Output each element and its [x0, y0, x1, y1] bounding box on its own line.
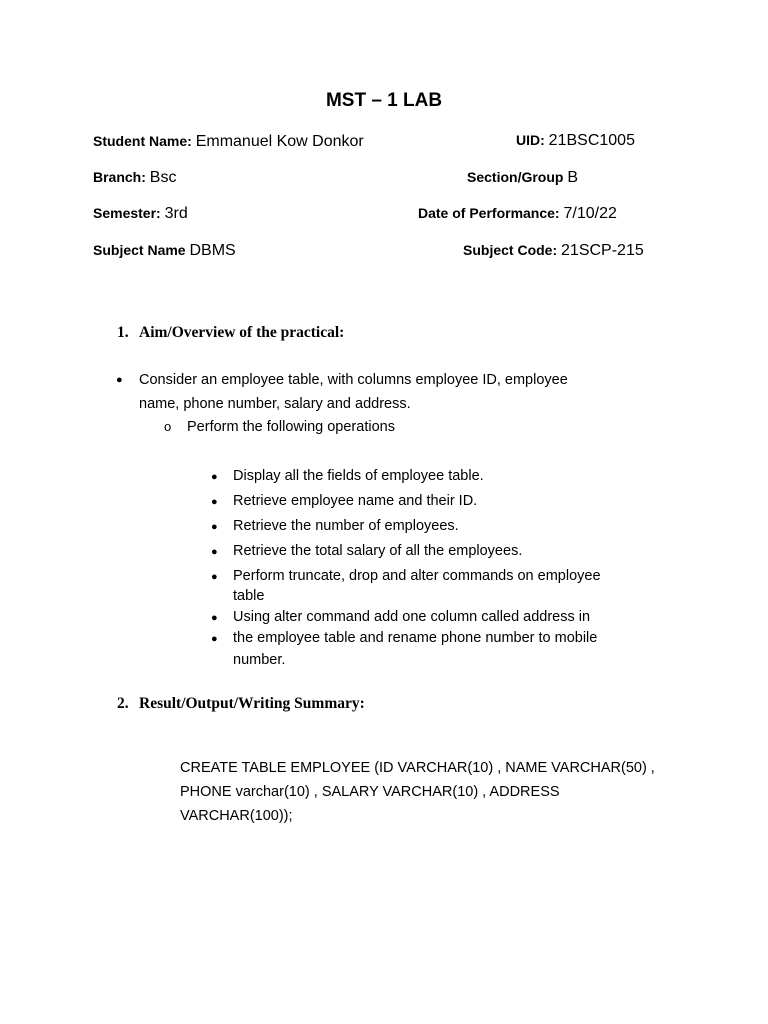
subject-code-value: 21SCP-215 — [561, 242, 644, 259]
aim-number: 1. — [117, 324, 129, 341]
operation-item: Retrieve the total salary of all the employees. — [233, 543, 523, 559]
result-number: 2. — [117, 695, 129, 712]
aim-bullet-line-2: name, phone number, salary and address. — [139, 396, 411, 412]
subject-name-value: DBMS — [189, 242, 236, 259]
sql-code-line: PHONE varchar(10) , SALARY VARCHAR(10) , ADDRESS — [180, 784, 560, 800]
bullet-icon: ● — [211, 571, 218, 583]
section-value: B — [567, 169, 579, 186]
subject-code-field — [463, 242, 644, 260]
semester-value: 3rd — [164, 205, 188, 222]
result-heading — [117, 695, 365, 713]
operation-item-continued: number. — [233, 652, 286, 668]
subject-name-field — [93, 242, 236, 260]
student-name-field — [93, 133, 364, 151]
bullet-icon: ● — [211, 546, 218, 558]
section-field — [467, 169, 578, 187]
date-value: 7/10/22 — [563, 205, 617, 222]
bullet-icon: ● — [211, 496, 218, 508]
operation-item: Using alter command add one column called address in — [233, 609, 591, 625]
aim-sub-item: Perform the following operations — [187, 419, 395, 435]
operation-item-continued: table — [233, 588, 265, 604]
semester-field — [93, 205, 188, 223]
result-heading-text: Result/Output/Writing Summary: — [139, 695, 365, 712]
bullet-icon: ● — [211, 633, 218, 645]
semester-label: Semester: — [93, 205, 161, 221]
uid-value: 21BSC1005 — [548, 132, 635, 149]
branch-label: Branch: — [93, 169, 146, 185]
date-label: Date of Performance: — [418, 205, 560, 221]
sql-code-line: VARCHAR(100)); — [180, 808, 293, 824]
student-name-label: Student Name: — [93, 133, 192, 149]
subject-code-label: Subject Code: — [463, 242, 558, 258]
uid-field — [516, 132, 635, 150]
circle-bullet-icon: o — [164, 419, 172, 434]
document-title-text: MST – 1 LAB — [325, 90, 443, 111]
bullet-icon: ● — [211, 612, 218, 624]
operation-item: Retrieve the number of employees. — [233, 518, 459, 534]
bullet-icon: ● — [116, 374, 123, 386]
branch-field — [93, 169, 176, 187]
operation-item: Perform truncate, drop and alter commands on employee — [233, 568, 601, 584]
aim-heading — [117, 324, 344, 342]
bullet-icon: ● — [211, 471, 218, 483]
sql-code-line: CREATE TABLE EMPLOYEE (ID VARCHAR(10) , NAME VARCHAR(50) , — [180, 760, 655, 776]
aim-bullet-line-1: Consider an employee table, with columns employee ID, employee — [139, 372, 568, 388]
operation-item: Retrieve employee name and their ID. — [233, 493, 478, 509]
aim-heading-text: Aim/Overview of the practical: — [139, 324, 345, 341]
bullet-icon: ● — [211, 521, 218, 533]
branch-value: Bsc — [149, 169, 177, 186]
operation-item: Display all the fields of employee table. — [233, 468, 484, 484]
section-label: Section/Group — [467, 169, 564, 185]
subject-name-label: Subject Name — [93, 242, 186, 258]
operation-item: the employee table and rename phone number to mobile — [233, 630, 598, 646]
student-name-value: Emmanuel Kow Donkor — [195, 133, 364, 150]
date-field — [418, 205, 617, 223]
document-title — [0, 90, 768, 112]
uid-label: UID: — [516, 132, 545, 148]
